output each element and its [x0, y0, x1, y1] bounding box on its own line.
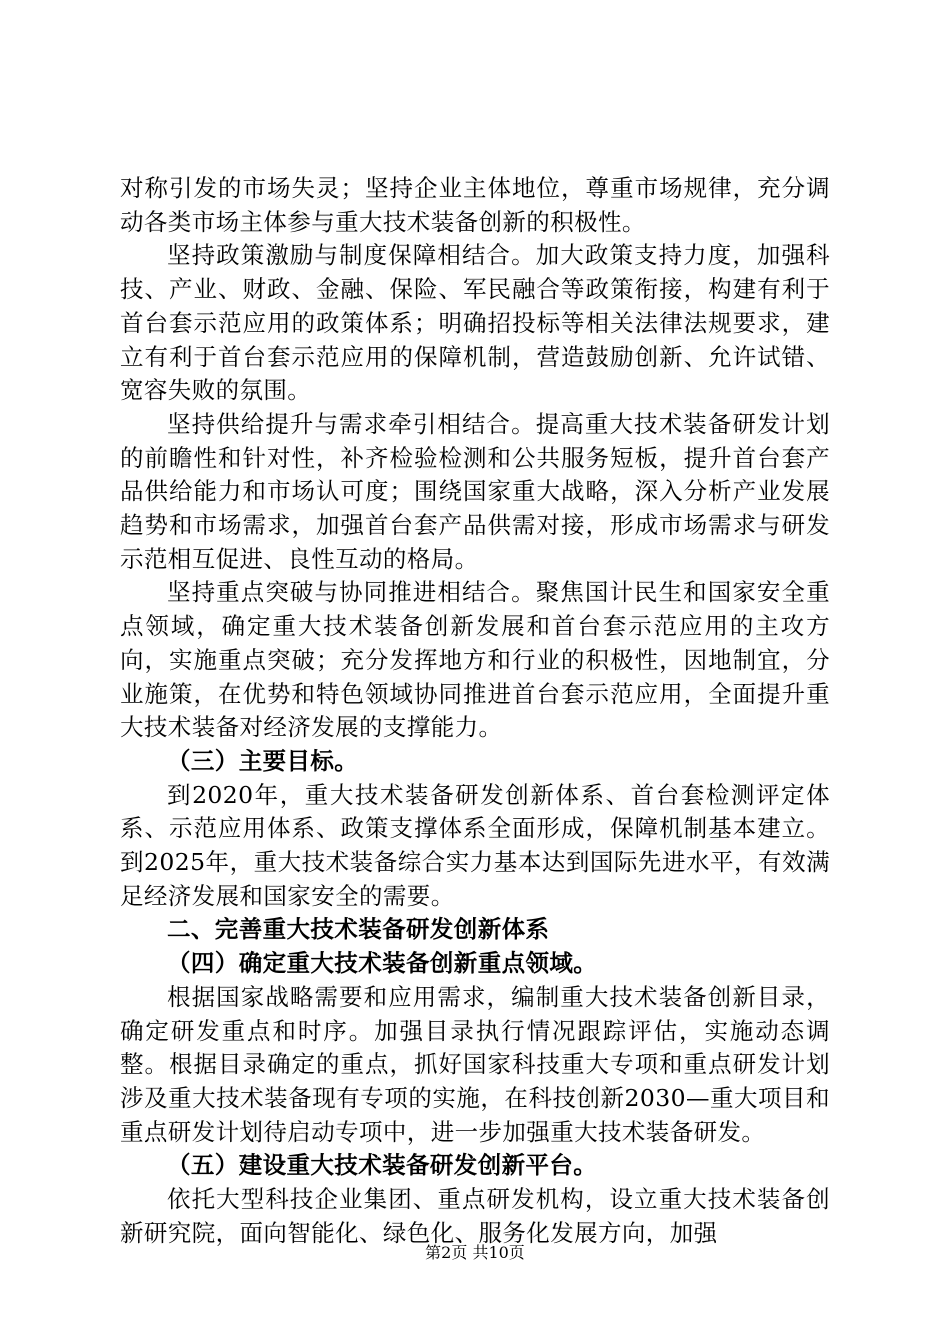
paragraph-supply-demand: 坚持供给提升与需求牵引相结合。提高重大技术装备研发计划的前瞻性和针对性，补齐检验检测和公共服务短板，提升首台套产品供给能力和市场认可度；围绕国家重大战略，深入分析产业发展趋势和市场需求，加强首台套产品供需对接，形成市场需求与研发示范相互促进、良性互动的格局。 — [120, 409, 830, 573]
page-footer: 第2页 共10页 — [425, 1243, 525, 1262]
paragraph-policy-incentive: 坚持政策激励与制度保障相结合。加大政策支持力度，加强科技、产业、财政、金融、保险、军民融合等政策衔接，构建有利于首台套示范应用的政策体系；明确招投标等相关法律法规要求，建立有利于首台套示范应用的保障机制，营造鼓励创新、允许试错、宽容失败的氛围。 — [120, 241, 830, 405]
paragraph-key-areas: 根据国家战略需要和应用需求，编制重大技术装备创新目录，确定研发重点和时序。加强目录执行情况跟踪评估，实施动态调整。根据目录确定的重点，抓好国家科技重大专项和重点研发计划涉及重大技术装备现有专项的实施，在科技创新2030—重大项目和重点研发计划待启动专项中，进一步加强重大技术装备研发。 — [120, 982, 830, 1146]
document-body — [120, 172, 830, 1251]
subheading-platform: （五）建设重大技术装备研发创新平台。 — [167, 1151, 598, 1180]
section-heading-2: 二、完善重大技术装备研发创新体系 — [167, 915, 550, 944]
paragraph-key-breakthrough: 坚持重点突破与协同推进相结合。聚焦国计民生和国家安全重点领域，确定重大技术装备创新发展和首台套示范应用的主攻方向，实施重点突破；充分发挥地方和行业的积极性，因地制宜，分业施策，在优势和特色领域协同推进首台套示范应用，全面提升重大技术装备对经济发展的支撑能力。 — [120, 578, 830, 742]
subheading-key-areas: （四）确定重大技术装备创新重点领域。 — [167, 949, 598, 978]
paragraph-continuation: 对称引发的市场失灵；坚持企业主体地位，尊重市场规律，充分调动各类市场主体参与重大技术装备创新的积极性。 — [120, 174, 830, 236]
subheading-main-goals: （三）主要目标。 — [167, 746, 359, 775]
paragraph-goals: 到2020年，重大技术装备研发创新体系、首台套检测评定体系、示范应用体系、政策支撑体系全面形成，保障机制基本建立。到2025年，重大技术装备综合实力基本达到国际先进水平，有效满足经济发展和国家安全的需要。 — [120, 780, 830, 910]
paragraph-platform: 依托大型科技企业集团、重点研发机构，设立重大技术装备创新研究院，面向智能化、绿色化、服务化发展方向，加强 — [120, 1185, 830, 1247]
